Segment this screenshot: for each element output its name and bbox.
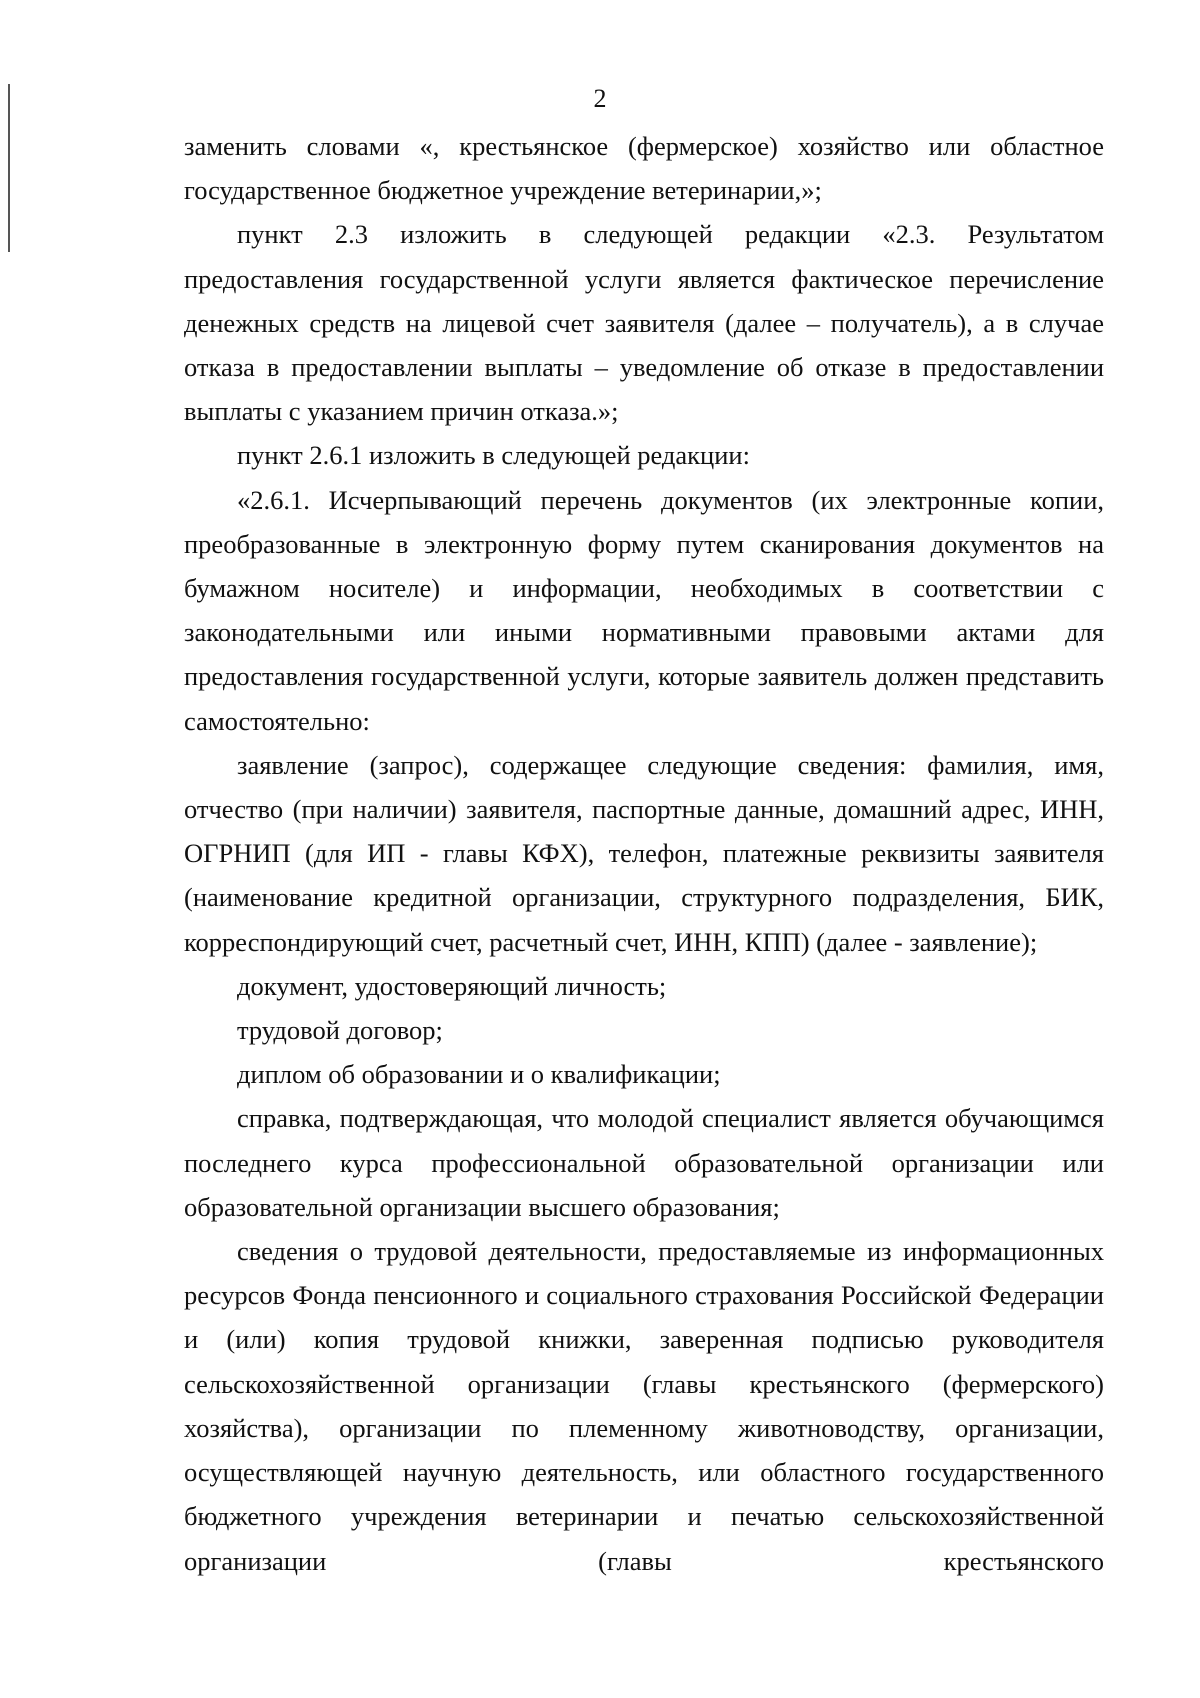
paragraph-continuation: заменить словами «, крестьянское (фермерское) хозяйство или областное государственное бюджетное учреждение ветеринарии,»; bbox=[184, 131, 1104, 206]
paragraph-identity-document: документ, удостоверяющий личность; bbox=[237, 970, 667, 1001]
page-number: 2 bbox=[593, 84, 607, 113]
paragraph-student-certificate: справка, подтверждающая, что молодой специалист является обучающимся последнего курса профессиональной образовательной организации или образовательной организации высшего образования; bbox=[184, 1103, 1104, 1222]
paragraph-item-2-6-1: «2.6.1. Исчерпывающий перечень документов (их электронные копии, преобразованные в электронную форму путем сканирования документов на бумажном носителе) и информации, необходимых в соответствии с законодательными или иными нормативными правовыми актами для предоставления государственной услуги, которые заявитель должен представить самостоятельно: bbox=[184, 484, 1104, 736]
paragraph-labor-contract: трудовой договор; bbox=[237, 1015, 443, 1046]
paragraph-diploma: диплом об образовании и о квалификации; bbox=[237, 1059, 721, 1090]
paragraph-item-2-6-1-intro: пункт 2.6.1 изложить в следующей редакции: bbox=[237, 440, 750, 471]
paragraph-application: заявление (запрос), содержащее следующие сведения: фамилия, имя, отчество (при наличии) заявителя, паспортные данные, домашний адрес, ИНН, ОГРНИП (для ИП - главы КФХ), телефон, платежные реквизиты заявителя (наименование кредитной организации, структурного подразделения, БИК, корреспондирующий счет, расчетный счет, ИНН, КПП) (далее - заявление); bbox=[184, 749, 1104, 957]
paragraph-item-2-3: пункт 2.3 изложить в следующей редакции «2.3. Результатом предоставления государственной услуги является фактическое перечисление денежных средств на лицевой счет заявителя (далее – получатель), а в случае отказа в предоставлении выплаты – уведомление об отказе в предоставлении выплаты с указанием причин отказа.»; bbox=[184, 219, 1104, 427]
document-body bbox=[184, 124, 1104, 1583]
paragraph-labor-activity: сведения о трудовой деятельности, предоставляемые из информационных ресурсов Фонда пенсионного и социального страхования Российской Федерации и (или) копия трудовой книжки, заверенная подписью руководителя сельскохозяйственной организации (главы крестьянского (фермерского) хозяйства), организации по племенному животноводству, организации, осуществляющей научную деятельность, или областного государственного бюджетного учреждения ветеринарии и печатью сельскохозяйственной организации (главы крестьянского bbox=[184, 1236, 1104, 1576]
